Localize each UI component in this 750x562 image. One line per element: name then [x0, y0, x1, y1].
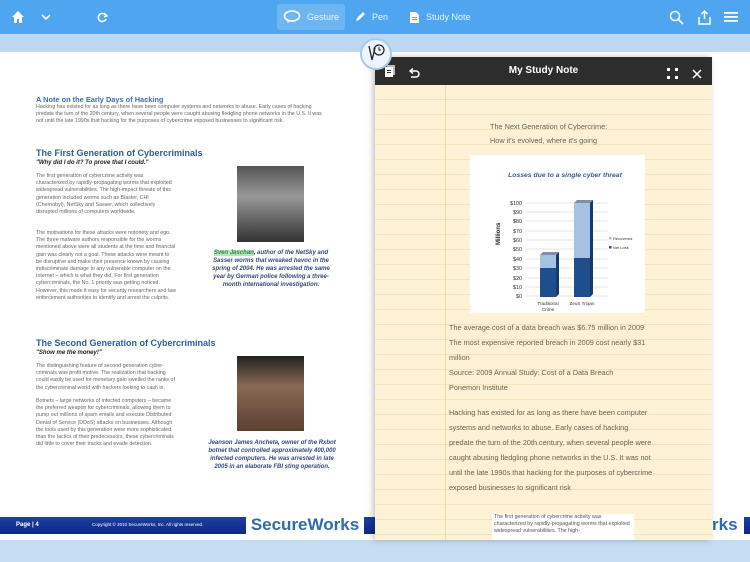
svg-text:$70: $70 — [513, 229, 522, 235]
document-content — [0, 52, 375, 540]
note-paragraph-line-1: Hacking has existed for as long as there have been computer — [449, 408, 648, 417]
home-icon[interactable] — [9, 8, 27, 26]
svg-text:Losses due to a single cyber t: Losses due to a single cyber threat — [508, 172, 622, 179]
note-source-2: Ponemon Institute — [449, 383, 508, 392]
svg-text:$10: $10 — [513, 285, 522, 291]
note-paragraph-line-2: systems and networks to abuse. Early cases of hacking — [449, 423, 629, 432]
note-stat-2: The most expensive reported breach in 2009 cost nearly $31 — [449, 338, 646, 347]
svg-text:Recovered: Recovered — [613, 236, 633, 241]
section2-caption: Jeanson James Ancheta, owner of the Rxbot botnet that controlled approximately 400,000 infected computers. He was arrested in late 2005 in an elaborate FBI sting operation. — [208, 440, 336, 470]
study-note-title: My Study Note — [508, 65, 579, 76]
page-number: Page | 4 — [16, 522, 39, 528]
mode-study-note-label: Study Note — [426, 12, 471, 22]
photo-jeanson-ancheta — [237, 356, 304, 431]
section1-caption: Sven Jaschan, author of the NetSky and Sasser worms that wreaked havoc in the spring of 2004. He was arrested the same year by German police following a three-month international investigation. — [212, 250, 330, 288]
caption-highlight: Sven Jaschan — [213, 250, 254, 256]
section1-quote: "Why did I do it? To prove that I could." — [36, 160, 149, 166]
mode-pen-button[interactable] — [348, 4, 394, 30]
svg-text:$60: $60 — [513, 238, 522, 244]
chart-image — [470, 155, 645, 313]
study-note-body[interactable] — [375, 85, 712, 540]
note-image-snippet: The first generation of cybercrime activity was characterized by rapidly-propagating worms that exploited widespread vulnerabilities. The high- — [492, 514, 634, 540]
fullscreen-icon[interactable] — [667, 66, 678, 84]
pen-icon — [354, 11, 366, 23]
mode-study-note-button[interactable] — [403, 4, 477, 30]
section1-paragraph-2: The motivations for these attacks were notoriety and ego. The three malware authors responsible for the worms mentioned above were all students at the time and financial gain was clearly not a goal. These attacks were meant to be disruptive and make their presence known by causing indiscriminate damage to any vulnerable computer on the Internet – which is what they did. For first generation cybercriminals, the No. 1 priority was getting noticed. However, this made it easy for security researchers and law enforcement authorities to identify and arrest the culprits. — [36, 230, 176, 301]
mode-gesture-label: Gesture — [307, 12, 340, 22]
mode-pen-label: Pen — [372, 12, 389, 22]
close-icon[interactable] — [692, 66, 702, 84]
section2-paragraph-1: The distinguishing feature of second generation cyber-criminals was profit motive. The realization that hacking could easily be used for monetary gain swelled the ranks of the cybercriminal world with hackers looking to cash in. — [36, 363, 175, 391]
note-stat-3: million — [449, 353, 470, 362]
section1-paragraph-1: The first generation of cybercrime activity was characterized by rapidly-propagating worms that exploited widespread vulnerabilities. The high-impact threats of this generation included worms such as Blaster, CHI (Chernobyl), NetSky and Sasser, which collectively disrupted millions of computers worldwide. — [36, 173, 172, 216]
svg-text:Traditional: Traditional — [537, 301, 559, 306]
margin-line — [445, 85, 446, 540]
note-heading-2: How it's evolved, where it's going — [490, 136, 598, 145]
study-note-header — [375, 57, 712, 85]
note-paragraph-line-6: exposed businesses to significant risk — [449, 483, 572, 492]
redo-icon[interactable] — [93, 8, 111, 26]
search-icon[interactable] — [667, 8, 685, 26]
bar-chart — [470, 155, 645, 313]
note-paragraph-line-5: until the late 1990s that hacking for the purposes of cybercrime — [449, 468, 653, 477]
secureworks-logo: SecureWorks — [246, 510, 364, 540]
share-icon[interactable] — [695, 8, 713, 26]
svg-text:Net Loss: Net Loss — [613, 245, 629, 250]
section2-quote: "Show me the money!" — [36, 350, 102, 356]
svg-text:$100: $100 — [510, 201, 522, 207]
svg-text:$40: $40 — [513, 257, 522, 263]
intro-paragraph: Hacking has existed for as long as there have been computer systems and networks to abuse. Early cases of hacking predate the turn of the 20th century, when several people were caught abusing fledgling phone networks in the U.S. It was not until the late 1990s that hacking for the purposes of cybercrime exposed businesses to significant risk. — [36, 104, 322, 125]
note-heading-1: The Next Generation of Cybercrime: — [490, 122, 608, 131]
note-stat-1: The average cost of a data breach was $6.75 million in 2009 — [449, 323, 645, 332]
document-icon — [409, 11, 420, 24]
photo-sven-jaschan — [237, 166, 304, 242]
pen-clock-icon — [362, 40, 390, 68]
bottom-bar — [0, 540, 750, 562]
section2-heading: The Second Generation of Cybercriminals — [36, 338, 216, 348]
svg-text:$30: $30 — [513, 266, 522, 272]
note-paragraph-line-3: predate the turn of the 20th century, when several people were — [449, 438, 652, 447]
svg-text:ZeuS Trojan: ZeuS Trojan — [569, 301, 595, 306]
svg-text:Crime: Crime — [541, 307, 555, 312]
svg-text:$90: $90 — [513, 210, 522, 216]
study-note-panel — [375, 57, 712, 540]
copyright: Copyright © 2010 SecureWorks, Inc. All rights reserved. — [92, 522, 204, 527]
mode-gesture-button[interactable] — [277, 4, 345, 30]
svg-text:$0: $0 — [516, 294, 522, 300]
speech-bubble-icon — [283, 10, 301, 24]
section1-heading: The First Generation of Cybercriminals — [36, 148, 203, 158]
svg-text:$20: $20 — [513, 276, 522, 282]
svg-text:Millions: Millions — [496, 222, 502, 245]
secureworks-logo-partial: rks — [712, 510, 744, 540]
timer-pen-button[interactable] — [360, 38, 392, 70]
menu-icon[interactable] — [722, 8, 740, 26]
note-source-1: Source: 2009 Annual Study: Cost of a Data Breach — [449, 368, 614, 377]
note-paragraph-line-4: caught abusing fledgling phone networks in the U.S. It was not — [449, 453, 651, 462]
svg-text:$80: $80 — [513, 219, 522, 225]
top-toolbar — [0, 0, 750, 34]
chevron-down-icon[interactable] — [37, 8, 55, 26]
intro-heading: A Note on the Early Days of Hacking — [36, 95, 164, 104]
section2-paragraph-2: Botnets – large networks of infected computers – became the preferred weapon for cybercriminals, allowing them to pump out millions of spam emails and execute Distributed Denial of Service (DDoS) attacks on businesses. Although the tools used by this generation were more sophisticated than the tactics of their predecessors, these cybercriminals did little to cover their tracks and evade detection. — [36, 398, 174, 448]
svg-text:$50: $50 — [513, 247, 522, 253]
